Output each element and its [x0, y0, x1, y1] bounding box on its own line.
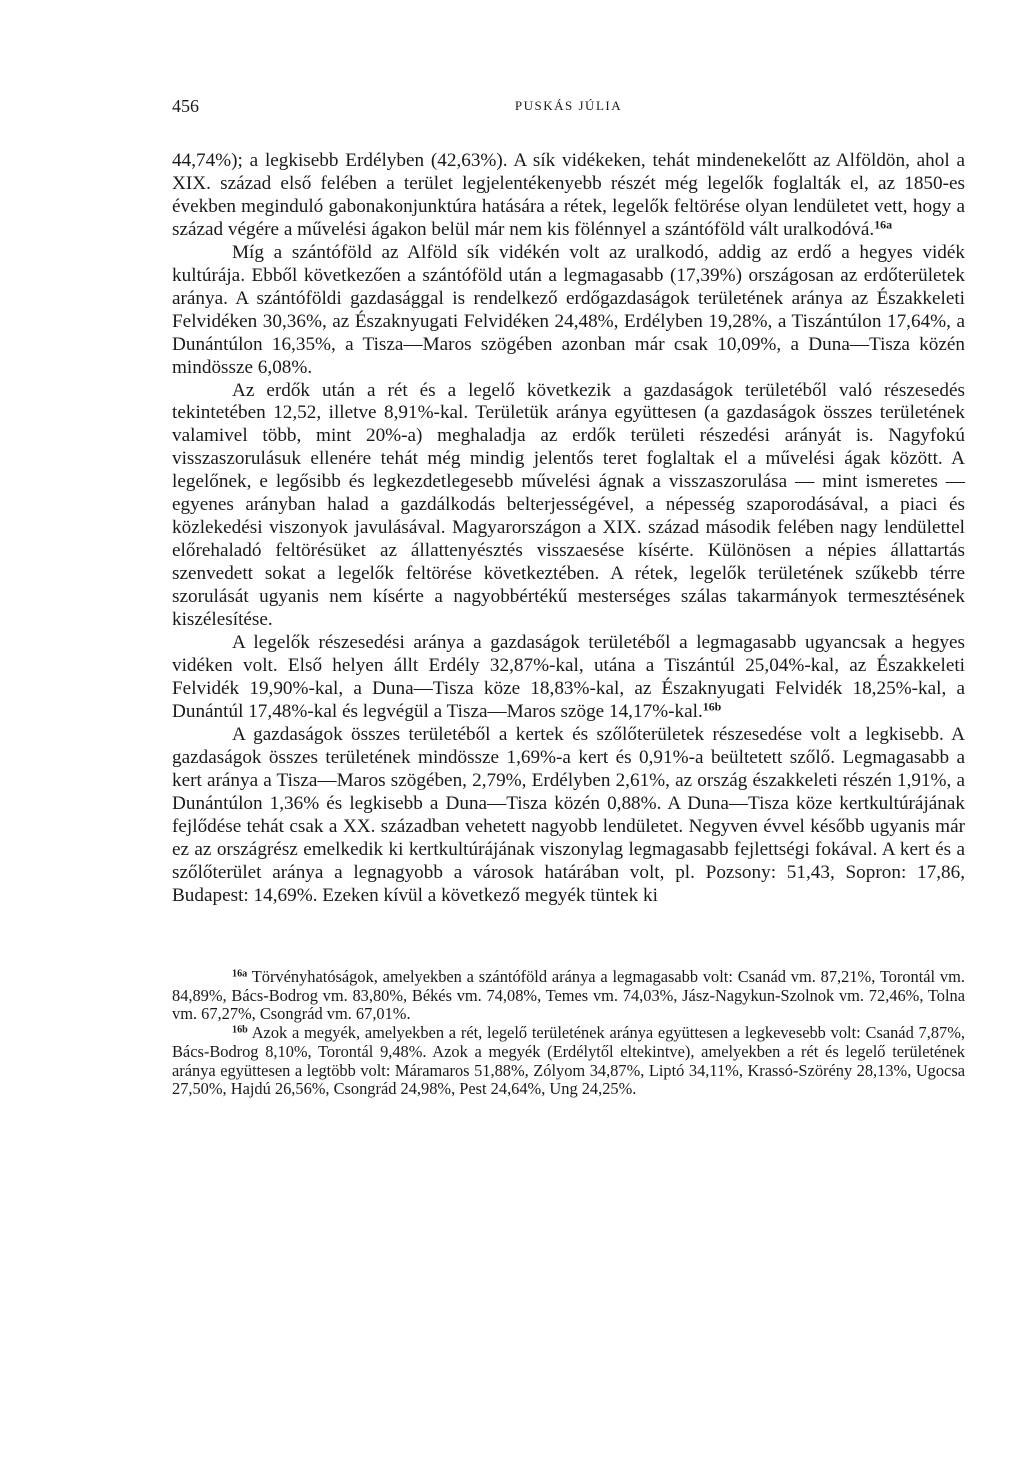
- page-header: [172, 96, 965, 120]
- paragraph: [172, 150, 965, 242]
- paragraph: [172, 242, 965, 380]
- footnote-text: Törvényhatóságok, amelyekben a szántóföld aránya a legmagasabb volt: Csanád vm. 87,21%, Torontál vm. 84,89%, Bács-Bodrog vm. 83,80%, Békés vm. 74,08%, Temes vm. 74,03%, Jász-Nagykun-Szolnok vm. 72,46%, Tolna vm. 67,27%, Csongrád vm. 67,01%.: [172, 967, 965, 1024]
- footnote-marker: 16a: [874, 217, 893, 232]
- footnote: [172, 1024, 965, 1099]
- footnote-marker: 16a: [232, 968, 248, 980]
- paragraph-text: Az erdők után a rét és a legelő következik a gazdaságok területéből való részesedés tekintetében 12,52, illetve 8,91%-kal. Területük aránya együttesen (a gazdaságok összes területének valamivel több, mint 20%-a) meghaladja az erdők területi részedési arányát is. Nagyfokú visszaszorulásuk ellenére tehát még mindig jelentős teret foglaltak el a művelési ágak között. A legelőnek, e legősibb és legkezdetlegesebb művelési ágnak a visszaszorulása — mint ismeretes — egyenes arányban halad a gazdálkodás belterjességével, a népesség szaporodásával, a piaci és közlekedési viszonyok javulásával. Magyarországon a XIX. század második felében nagy lendülettel előrehaladó feltörésüket az állattenyésztés visszaesése kísérte. Különösen a népies állattartás szenvedett sokat a legelők feltörése következtében. A rétek, legelők területének szűkebb térre szorulását ugyanis nem kísérte a nagyobbértékű mesterséges szálas takarmányok termesztésének kiszélesítése.: [172, 379, 965, 631]
- footnotes: [172, 968, 965, 1099]
- paragraph-text: A legelők részesedési aránya a gazdaságok területéből a legmagasabb ugyancsak a hegyes vidéken volt. Első helyen állt Erdély 32,87%-kal, utána a Tiszántúl 25,04%-kal, az Északkeleti Felvidék 19,90%-kal, a Duna—Tisza köze 18,83%-kal, az Északnyugati Felvidék 18,25%-kal, a Dunántúl 17,48%-kal és legvégül a Tisza—Maros szöge 14,17%-kal.: [172, 632, 965, 722]
- footnote-marker: 16b: [232, 1024, 248, 1036]
- paragraph-text: A gazdaságok összes területéből a kertek és szőlőterületek részesedése volt a legkisebb. A gazdaságok összes területének mindössze 1,69%-a kert és 0,91%-a beültetett szőlő. Legmagasabb a kert aránya a Tisza—Maros szögében, 2,79%, Erdélyben 2,61%, az ország északkeleti részén 1,91%, a Dunántúlon 1,36% és legkisebb a Duna—Tisza közén 0,88%. A Duna—Tisza köze kertkultúrájának fejlődése tehát csak a XX. században vehetett nagyobb lendületet. Negyven évvel később ugyanis már ez az országrész emelkedik ki kertkultúrájának viszonylag legmagasabb fejlettségi fokával. A kert és a szőlőterület aránya a legnagyobb a városok határában volt, pl. Pozsony: 51,43, Sopron: 17,86, Budapest: 14,69%. Ezeken kívül a következő megyék tüntek ki: [172, 723, 965, 906]
- page-number: 456: [172, 96, 199, 116]
- paragraph: [172, 724, 965, 908]
- footnote-marker: 16b: [702, 699, 722, 714]
- main-text: [172, 150, 965, 907]
- running-head: PUSKÁS JÚLIA: [514, 98, 623, 113]
- paragraph-text: 44,74%); a legkisebb Erdélyben (42,63%). A sík vidékeken, tehát mindenekelőtt az Alföldön, ahol a XIX. század első felében a terület legjelentékenyebb részét még legelők foglalták el, az 1850-es években meginduló gabonakonjunktúra hatására a rétek, legelők feltörése olyan lendületet vett, hogy a század végére a művelési ágakon belül már nem kis fölénnyel a szántóföld vált uralkodóvá.: [172, 150, 965, 240]
- footnote-text: Azok a megyék, amelyekben a rét, legelő területének aránya együttesen a legkevesebb volt: Csanád 7,87%, Bács-Bodrog 8,10%, Torontál 9,48%. Azok a megyék (Erdélytől eltekintve), amelyekben a rét és legelő területének aránya együttesen a legtöbb volt: Máramaros 51,88%, Zólyom 34,87%, Liptó 34,11%, Krassó-Szörény 28,13%, Ugocsa 27,50%, Hajdú 26,56%, Csongrád 24,98%, Pest 24,64%, Ung 24,25%.: [172, 1023, 965, 1099]
- paragraph-text: Míg a szántóföld az Alföld sík vidékén volt az uralkodó, addig az erdő a hegyes vidék kultúrája. Ebből következően a szántóföld után a legmagasabb (17,39%) országosan az erdőterületek aránya. A szántóföldi gazdasággal is rendelkező erdőgazdaságok területének aránya az Északkeleti Felvidéken 30,36%, az Északnyugati Felvidéken 24,48%, Erdélyben 19,28%, a Tiszántúlon 17,64%, a Dunántúlon 16,35%, a Tisza—Maros szögében azonban már csak 10,09%, a Duna—Tisza közén mindössze 6,08%.: [172, 241, 965, 378]
- paragraph: [172, 380, 965, 632]
- paragraph: [172, 632, 965, 724]
- footnote: [172, 968, 965, 1024]
